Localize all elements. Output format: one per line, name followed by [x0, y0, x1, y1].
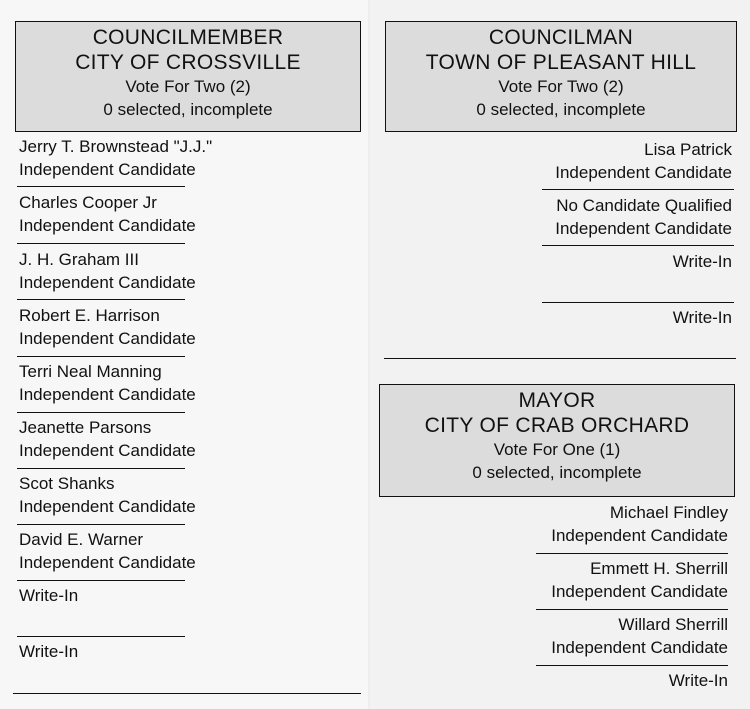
candidate-party: Independent Candidate	[555, 218, 732, 238]
race-jurisdiction: CITY OF CROSSVILLE	[75, 51, 301, 74]
candidate-option-harrison[interactable]	[19, 305, 196, 350]
candidate-party: Independent Candidate	[19, 440, 196, 460]
race-title: COUNCILMEMBER	[92, 26, 284, 49]
divider	[17, 524, 185, 525]
divider	[536, 553, 728, 554]
write-in-option-1[interactable]	[19, 585, 78, 608]
race-end-rule	[13, 693, 361, 694]
race-end-rule	[384, 358, 736, 359]
write-in-label: Write-In	[672, 252, 732, 271]
race-jurisdiction: TOWN OF PLEASANT HILL	[425, 51, 697, 74]
write-in-option-2[interactable]	[673, 307, 732, 330]
selection-status: 0 selected, incomplete	[476, 100, 646, 119]
candidate-option-emmett-sherrill[interactable]	[551, 558, 728, 603]
race-header-councilman-pleasant-hill	[385, 21, 737, 132]
write-in-label: Write-In	[19, 642, 79, 661]
candidate-option-cooper[interactable]	[19, 192, 196, 237]
candidate-option-patrick[interactable]	[555, 139, 732, 184]
race-jurisdiction: CITY OF CRAB ORCHARD	[424, 414, 690, 437]
selection-status: 0 selected, incomplete	[103, 100, 273, 119]
write-in-line[interactable]	[17, 636, 185, 637]
candidate-party: Independent Candidate	[19, 496, 196, 516]
candidate-option-shanks[interactable]	[19, 473, 196, 518]
candidate-option-warner[interactable]	[19, 529, 196, 574]
candidate-party: Independent Candidate	[19, 552, 196, 572]
candidate-name: Robert E. Harrison	[19, 306, 160, 325]
vote-for-label: Vote For One (1)	[493, 440, 621, 459]
write-in-label: Write-In	[668, 671, 728, 690]
candidate-option-no-candidate-qualified[interactable]	[555, 195, 732, 240]
divider	[17, 412, 185, 413]
write-in-option-2[interactable]	[19, 641, 78, 664]
candidate-name: Scot Shanks	[19, 474, 115, 493]
candidate-party: Independent Candidate	[19, 215, 196, 235]
write-in-label: Write-In	[19, 586, 79, 605]
candidate-name: Lisa Patrick	[644, 140, 732, 159]
candidate-option-manning[interactable]	[19, 361, 196, 406]
candidate-option-findley[interactable]	[551, 502, 728, 547]
write-in-option-1[interactable]	[669, 670, 728, 693]
write-in-option-1[interactable]	[673, 251, 732, 274]
race-title: MAYOR	[518, 389, 596, 412]
candidate-option-graham[interactable]	[19, 249, 196, 294]
divider	[536, 665, 728, 666]
divider	[542, 189, 734, 190]
race-title: COUNCILMAN	[488, 26, 634, 49]
candidate-name: J. H. Graham III	[19, 250, 139, 269]
candidate-name: No Candidate Qualified	[556, 196, 732, 215]
candidate-party: Independent Candidate	[19, 159, 196, 179]
candidate-option-brownstead[interactable]	[19, 136, 212, 181]
divider	[542, 245, 734, 246]
divider	[17, 186, 185, 187]
vote-for-label: Vote For Two (2)	[498, 77, 624, 96]
race-header-mayor-crab-orchard	[379, 384, 735, 497]
selection-status: 0 selected, incomplete	[472, 463, 642, 482]
candidate-name: Willard Sherrill	[618, 615, 728, 634]
divider	[17, 243, 185, 244]
candidate-name: Emmett H. Sherrill	[590, 559, 728, 578]
candidate-name: Jeanette Parsons	[19, 418, 152, 437]
candidate-party: Independent Candidate	[19, 272, 196, 292]
candidate-party: Independent Candidate	[551, 581, 728, 601]
candidate-party: Independent Candidate	[551, 637, 728, 657]
candidate-party: Independent Candidate	[555, 162, 732, 182]
candidate-option-willard-sherrill[interactable]	[551, 614, 728, 659]
candidate-party: Independent Candidate	[19, 384, 196, 404]
race-header-councilmember-crossville	[15, 21, 361, 132]
candidate-name: David E. Warner	[19, 530, 144, 549]
divider	[17, 356, 185, 357]
divider	[17, 468, 185, 469]
vote-for-label: Vote For Two (2)	[125, 77, 251, 96]
write-in-label: Write-In	[672, 308, 732, 327]
candidate-name: Terri Neal Manning	[19, 362, 162, 381]
candidate-party: Independent Candidate	[551, 525, 728, 545]
divider	[17, 299, 185, 300]
candidate-name: Jerry T. Brownstead "J.J."	[19, 137, 213, 156]
candidate-name: Charles Cooper Jr	[19, 193, 157, 212]
write-in-line[interactable]	[542, 302, 734, 303]
divider	[536, 609, 728, 610]
candidate-name: Michael Findley	[609, 503, 728, 522]
divider	[17, 580, 185, 581]
candidate-option-parsons[interactable]	[19, 417, 196, 462]
candidate-party: Independent Candidate	[19, 328, 196, 348]
